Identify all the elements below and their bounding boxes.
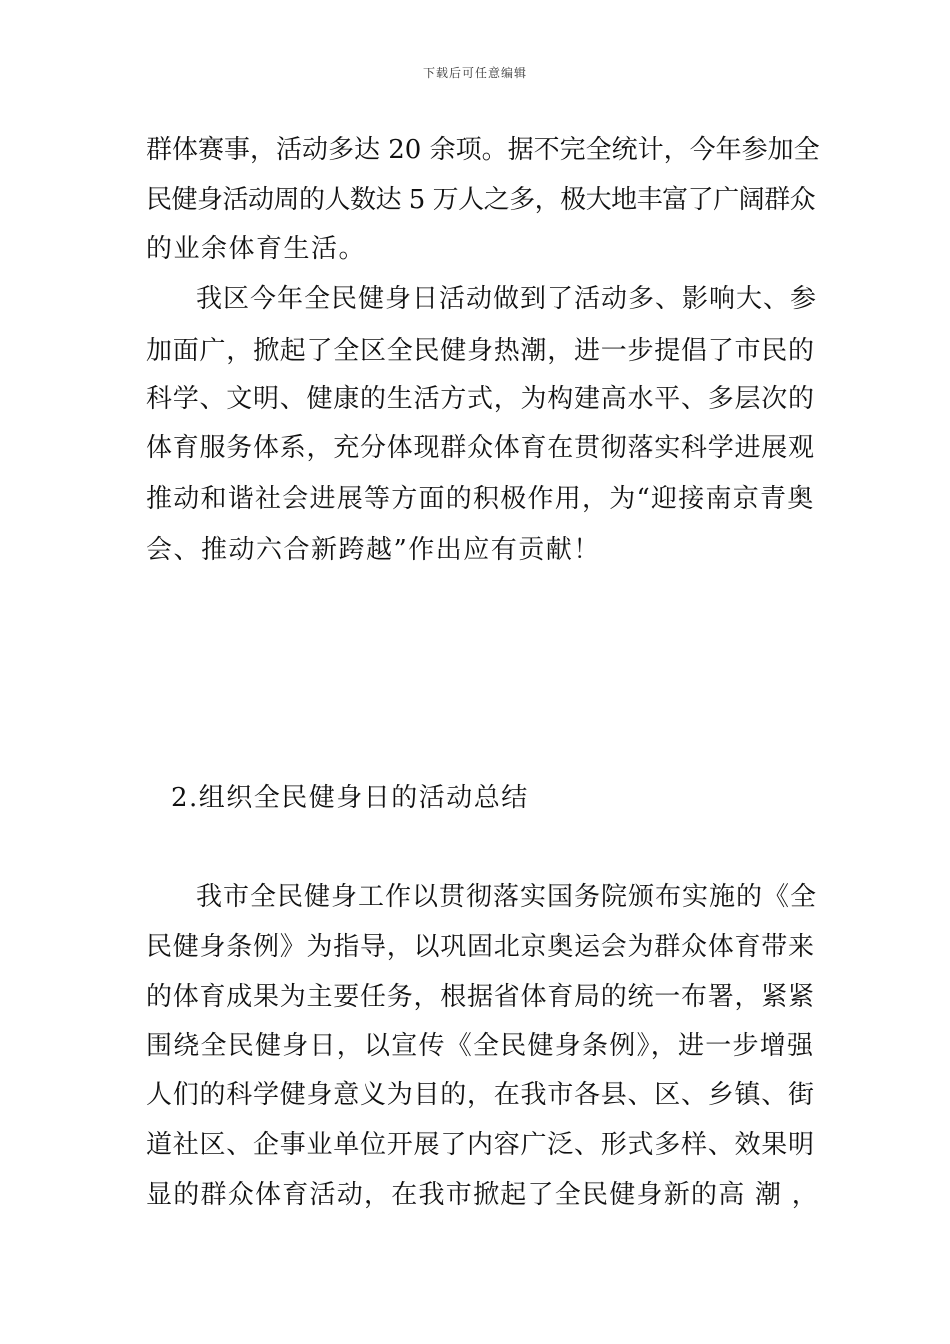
- paragraph-line: 推动和谐社会进展等方面的积极作用，为“迎接南京青奥: [146, 484, 815, 514]
- header-note: 下载后可任意编辑: [422, 66, 527, 80]
- paragraph-line: 群体赛事，活动多达 20 余项。据不完全统计，今年参加全: [146, 135, 820, 165]
- paragraph-line: 会、推动六合新跨越”作出应有贡献！: [146, 535, 601, 565]
- paragraph-line: 民健身活动周的人数达 5 万人之多，极大地丰富了广阔群众: [146, 185, 816, 215]
- paragraph-line: 围绕全民健身日，以宣传《全民健身条例》，进一步增强: [146, 1031, 815, 1061]
- paragraph-line: 加面广，掀起了全区全民健身热潮，进一步提倡了市民的: [146, 336, 815, 366]
- paragraph-line: 人们的科学健身意义为目的，在我市各县、区、乡镇、街: [146, 1080, 815, 1110]
- paragraph-line: 民健身条例》为指导，以巩固北京奥运会为群众体育带来: [146, 932, 815, 962]
- paragraph-line: 我市全民健身工作以贯彻落实国务院颁布实施的《全: [196, 882, 818, 912]
- paragraph-line: 科学、文明、健康的生活方式，为构建高水平、多层次的: [146, 384, 815, 414]
- section-heading: 2.组织全民健身日的活动总结: [171, 783, 529, 813]
- paragraph-line: 显的群众体育活动，在我市掀起了全民健身新的高 潮 ，: [146, 1180, 820, 1210]
- paragraph-line: 的体育成果为主要任务，根据省体育局的统一布署，紧紧: [146, 982, 815, 1012]
- paragraph-line: 的业余体育生活。: [146, 234, 367, 264]
- paragraph-line: 体育服务体系，充分体现群众体育在贯彻落实科学进展观: [146, 433, 815, 463]
- paragraph-line: 道社区、企事业单位开展了内容广泛、形式多样、效果明: [146, 1130, 815, 1160]
- paragraph-line: 我区今年全民健身日活动做到了活动多、影响大、参: [196, 284, 818, 314]
